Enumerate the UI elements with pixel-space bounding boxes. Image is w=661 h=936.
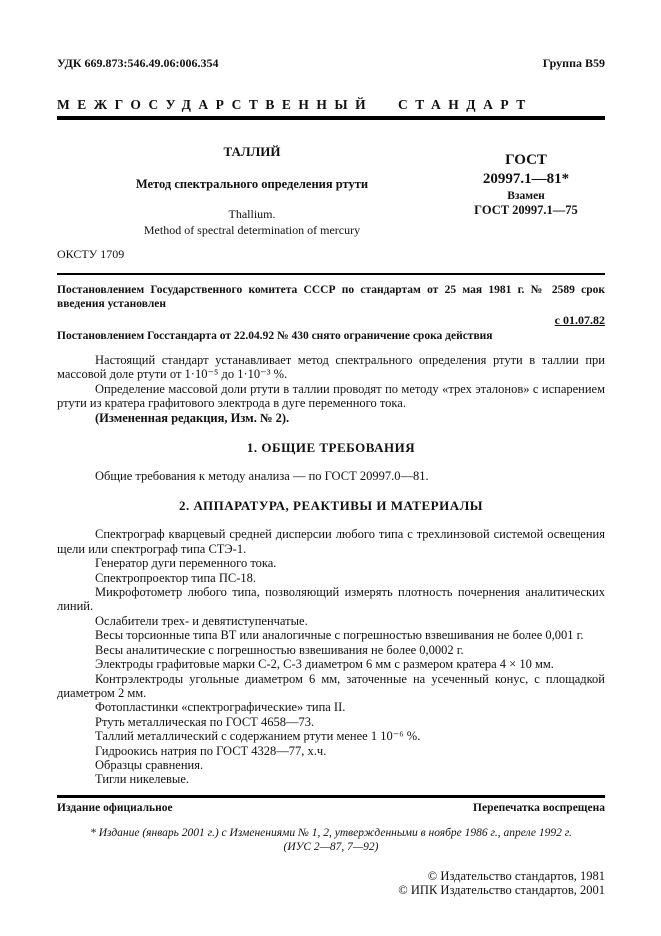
standard-number-block bbox=[447, 142, 605, 238]
footnote-line-1: * Издание (январь 2001 г.) с Изменениями № 1, 2, утвержденными в ноябре 1986 г., апреле 1992 г. bbox=[90, 826, 572, 839]
edition-footnote bbox=[57, 826, 605, 854]
decree-block bbox=[57, 283, 605, 343]
section-1-heading: 1. ОБЩИЕ ТРЕБОВАНИЯ bbox=[246, 440, 416, 456]
equipment-item: Спектрограф кварцевый средней дисперсии любого типа с трехлинзовой системой освещения щели или спектрограф типа СТЭ-1. bbox=[57, 527, 605, 556]
document-header bbox=[57, 56, 605, 71]
footer-rule bbox=[57, 795, 605, 798]
equipment-item: Весы аналитические с погрешностью взвешивания не более 0,0002 г. bbox=[95, 642, 464, 657]
equipment-item: Ослабители трех- и девятиступенчатые. bbox=[95, 613, 308, 628]
equipment-item: Тигли никелевые. bbox=[95, 772, 190, 787]
copyright-2001: © ИПК Издательство стандартов, 2001 bbox=[398, 883, 605, 898]
document-title-english: Thallium. bbox=[228, 207, 276, 221]
title-left-column bbox=[57, 142, 447, 238]
equipment-item: Микрофотометр любого типа, позволяющий измерять плотность почернения аналитических линий. bbox=[57, 585, 605, 614]
title-block bbox=[57, 142, 605, 238]
section-1-body: Общие требования к методу анализа — по ГОСТ 20997.0—81. bbox=[95, 469, 429, 484]
intro-paragraph-2: Определение массовой доли ртути в таллии проводят по методу «трех эталонов» с испарением ртути из кратера графитового электрода в дуге переменного тока. bbox=[57, 381, 605, 411]
decree-separator-rule bbox=[57, 273, 605, 275]
gost-label: ГОСТ bbox=[505, 152, 547, 168]
footnote-line-2: (ИУС 2—87, 7—92) bbox=[283, 840, 379, 853]
equipment-item: Гидроокись натрия по ГОСТ 4328—77, х.ч. bbox=[95, 743, 327, 758]
equipment-item: Фотопластинки «спектрографические» типа II. bbox=[95, 700, 346, 715]
udk-code: УДК 669.873:546.49.06:006.354 bbox=[57, 56, 219, 70]
equipment-item: Спектропроектор типа ПС-18. bbox=[95, 570, 256, 585]
document-subtitle: Метод спектрального определения ртути bbox=[135, 177, 369, 191]
reprint-prohibited-label: Перепечатка воспрещена bbox=[473, 801, 605, 814]
gost-number: 20997.1—81* bbox=[482, 171, 570, 187]
group-code: Группа В59 bbox=[542, 56, 605, 70]
equipment-item: Контрэлектроды угольные диаметром 6 мм, заточенные на усеченный конус, с площадкой диаметром 2 мм. bbox=[57, 671, 605, 700]
document-title: ТАЛЛИЙ bbox=[223, 144, 281, 159]
amendment-note: (Измененная редакция, Изм. № 2). bbox=[95, 410, 290, 425]
section-2-heading: 2. АППАРАТУРА, РЕАКТИВЫ И МАТЕРИАЛЫ bbox=[178, 498, 484, 514]
replaced-standard-number: ГОСТ 20997.1—75 bbox=[474, 203, 578, 217]
decree-1: Постановлением Государственного комитета СССР по стандартам от 25 мая 1981 г. № 2589 срок введения установлен bbox=[57, 284, 605, 310]
equipment-item: Электроды графитовые марки С-2, С-3 диаметром 6 мм с размером кратера 4 × 10 мм. bbox=[95, 657, 554, 672]
standard-type-banner: МЕЖГОСУДАРСТВЕННЫЙ СТАНДАРТ bbox=[57, 97, 533, 112]
equipment-item: Весы торсионные типа ВТ или аналогичные с погрешностью взвешивания не более 0,001 г. bbox=[95, 628, 584, 643]
copyright-block bbox=[57, 869, 605, 898]
footer-line bbox=[57, 802, 605, 814]
equipment-item: Ртуть металлическая по ГОСТ 4658—73. bbox=[95, 714, 315, 729]
official-edition-label: Издание официальное bbox=[57, 801, 173, 814]
okstu-code: ОКСТУ 1709 bbox=[57, 247, 125, 261]
decree-2: Постановлением Госстандарта от 22.04.92 № 430 снято ограничение срока действия bbox=[57, 330, 493, 342]
copyright-1981: © Издательство стандартов, 1981 bbox=[427, 868, 605, 883]
introduction bbox=[57, 353, 605, 425]
effective-date bbox=[57, 313, 605, 328]
document-subtitle-english: Method of spectral determination of mercury bbox=[143, 223, 361, 237]
equipment-item: Таллий металлический с содержанием ртути менее 1 10⁻⁶ %. bbox=[95, 729, 421, 744]
equipment-item: Образцы сравнения. bbox=[95, 757, 204, 772]
replaces-label: Взамен bbox=[507, 190, 545, 202]
intro-paragraph-1: Настоящий стандарт устанавливает метод спектрального определения ртути в таллии при массовой доле ртути от 1·10⁻⁵ до 1·10⁻³ %. bbox=[57, 353, 605, 382]
equipment-item: Генератор дуги переменного тока. bbox=[95, 556, 277, 571]
banner-rule bbox=[57, 116, 605, 120]
effective-date-value: с 01.07.82 bbox=[554, 313, 605, 327]
